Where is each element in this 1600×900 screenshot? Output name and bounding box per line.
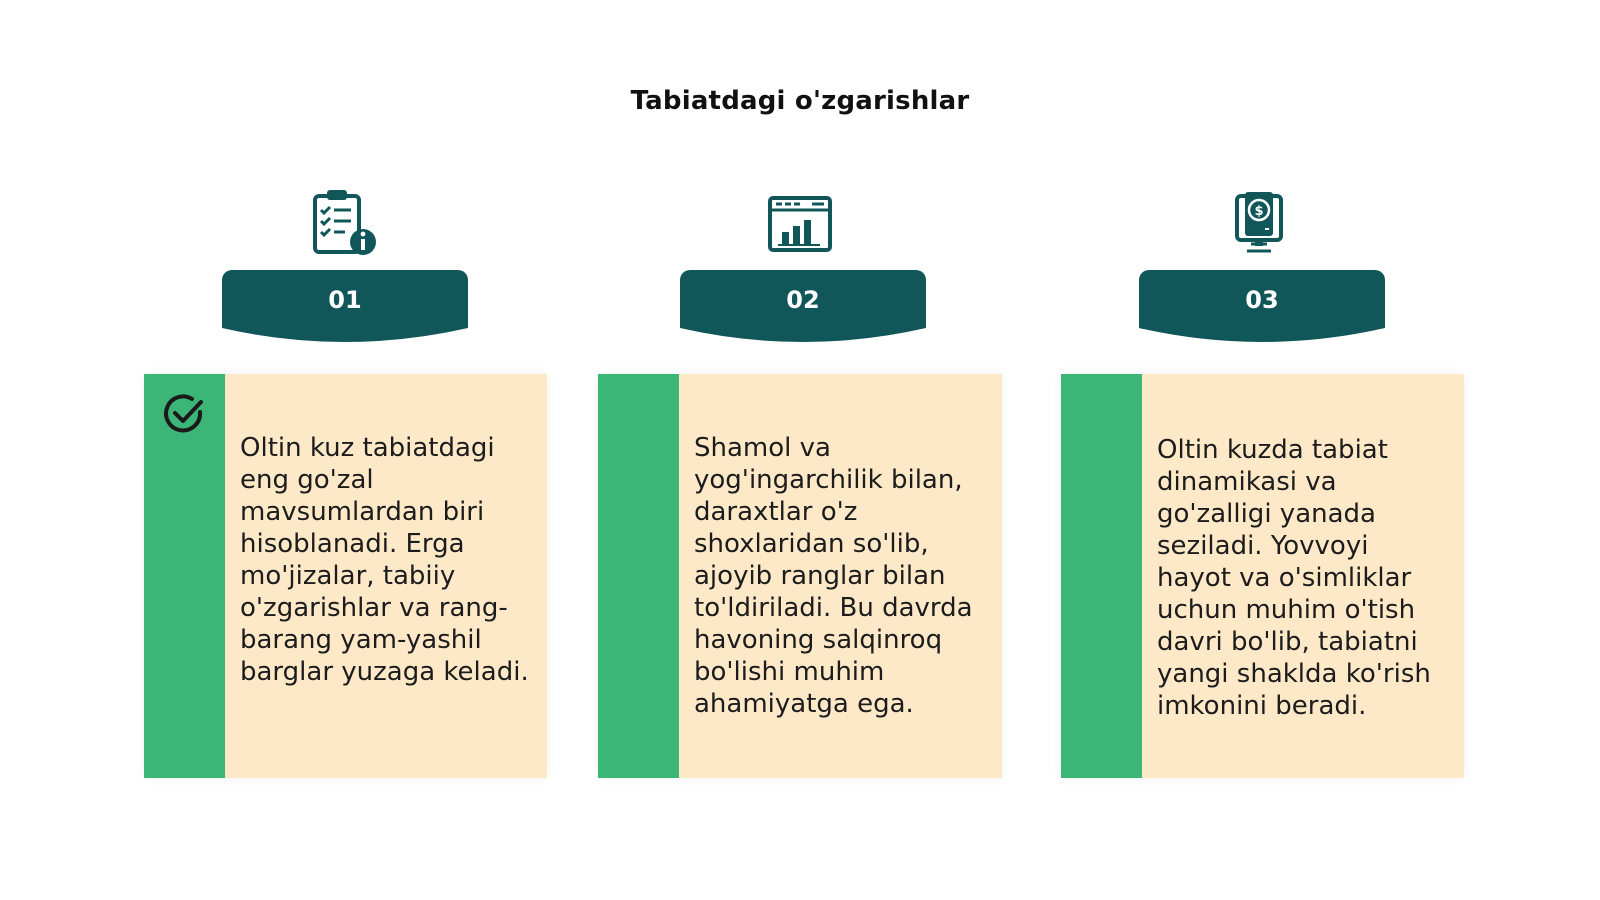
check-circle-icon — [162, 392, 206, 436]
accent-bar — [1061, 374, 1142, 778]
step-description: Oltin kuzda tabiat dinamikasi va go'zalligi yanada seziladi. Yovvoyi hayot va o'simliklar uchun muhim o'tish davri bo'lib, tabiatni yangi shaklda ko'rish imkonini beradi. — [1157, 435, 1431, 721]
step-number: 01 — [328, 286, 362, 314]
step-number: 03 — [1245, 286, 1279, 314]
step-badge-03 — [1139, 270, 1385, 346]
step-number: 02 — [786, 286, 820, 314]
step-description: Shamol va yog'ingarchilik bilan, daraxtlar o'z shoxlaridan so'lib, ajoyib ranglar bilan to'ldiriladi. Bu davrda havoning salqinroq bo'lishi muhim ahamiyatga ega. — [694, 433, 973, 719]
page-title: Tabiatdagi o'zgarishlar — [630, 86, 970, 116]
step-badge-01 — [222, 270, 468, 346]
step-badge-02 — [680, 270, 926, 346]
clipboard-checklist-info-icon — [309, 188, 381, 260]
svg-text:$: $ — [1254, 204, 1264, 219]
monitor-dollar-icon — [1225, 188, 1297, 260]
step-description: Oltin kuz tabiatdagi eng go'zal mavsumlardan biri hisoblanadi. Erga mo'jizalar, tabiiy o'zgarishlar va rang-barang yam-yashil barglar yuzaga keladi. — [240, 433, 529, 687]
step-card-01 — [144, 374, 547, 778]
accent-bar — [598, 374, 679, 778]
step-card-02 — [598, 374, 1002, 778]
step-card-03 — [1061, 374, 1464, 778]
browser-bar-chart-icon — [764, 188, 836, 260]
